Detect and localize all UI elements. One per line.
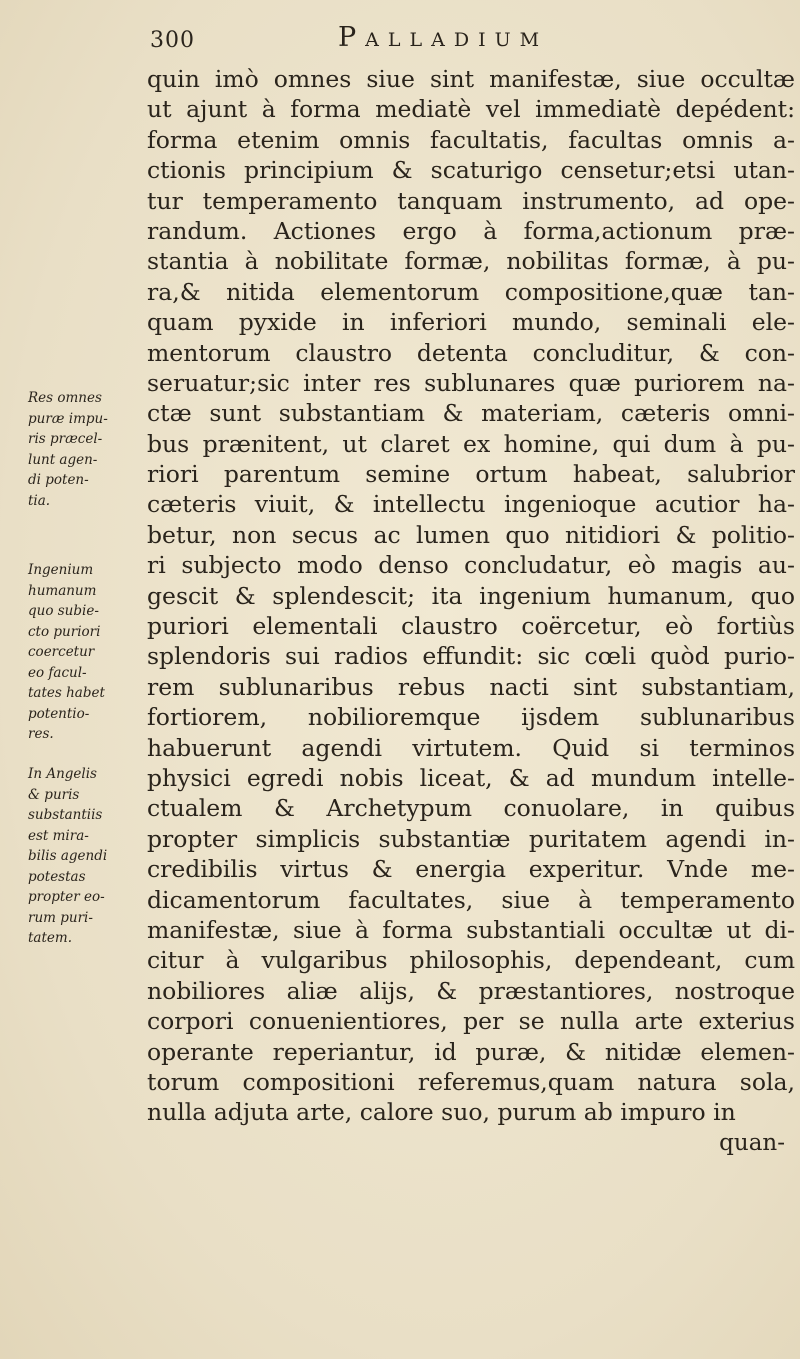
text-line: puriori elementali claustro coërcetur, eò fortiùs [147,612,795,641]
text-line: tur temperamento tanquam instrumento, ad ope- [147,186,795,215]
text-line: habuerunt agendi virtutem. Quid si terminos [147,733,795,762]
text-line: fortiorem, nobilioremque ijsdem sublunaribus [147,703,795,732]
running-head: Palladium [338,22,549,53]
text-line: credibilis virtus & energia experitur. Vnde me- [147,855,795,884]
side-note-line: lunt agen- [28,451,98,468]
side-note-line: In Angelis [28,766,97,782]
text-line: splendoris sui radios effundit: sic cœli quòd purio- [147,642,795,671]
side-note-line: tates habet [28,685,105,701]
page-number: 300 [150,28,195,53]
text-line: corpori conuenientiores, per se nulla arte exterius [147,1007,795,1036]
text-line: ut ajunt à forma mediatè vel immediatè depédent: [147,95,795,124]
body-text [147,64,795,1158]
side-note-line: propter eo- [28,889,105,905]
side-note-line: tatem. [28,930,72,946]
catchword: quan- [719,1129,785,1156]
side-note-ingenium [28,560,134,745]
side-note-line: res. [28,726,54,742]
text-line: stantia à nobilitate formæ, nobilitas formæ, à pu- [147,247,795,276]
text-line: ra,& nitida elementorum compositione,quæ tan- [147,277,795,306]
side-note-line: ris præcel- [28,431,103,447]
text-line: nulla adjuta arte, calore suo, purum ab impuro in [147,1098,736,1127]
page-header [138,22,778,62]
text-line: seruatur;sic inter res sublunares quæ puriorem na- [147,368,795,397]
text-line: bus prænitent, ut claret ex homine, qui dum à pu- [147,429,795,458]
side-note-line: potestas [28,868,86,885]
side-note-line: cto puriori [28,623,101,640]
text-line: nobiliores aliæ alijs, & præstantiores, nostroque [147,976,795,1005]
side-note-line: potentio- [28,705,90,722]
side-note-line: quo subie- [28,603,99,619]
text-line: ctæ sunt substantiam & materiam, cæteris omni- [147,399,795,428]
text-line: dicamentorum facultates, siue à temperamento [147,885,795,914]
side-note-line: humanum [28,582,97,599]
text-line: ctionis principium & scaturigo censetur;etsi utan- [147,156,795,185]
text-line: physici egredi nobis liceat, & ad mundum intelle- [147,763,795,792]
side-note-line: tia. [28,492,51,509]
side-note-line: Res omnes [28,390,102,406]
side-note-line: Ingenium [28,562,94,578]
side-note-line: puræ impu- [28,410,108,427]
text-line: manifestæ, siue à forma substantiali occultæ ut di- [147,915,795,944]
text-line: cæteris viuit, & intellectu ingenioque acutior ha- [147,490,795,519]
text-line: ctualem & Archetypum conuolare, in quibus [147,794,795,823]
side-note-line: substantiis [28,807,103,823]
text-line: forma etenim omnis facultatis, facultas omnis a- [147,125,795,154]
text-line: torum compositioni referemus,quam natura sola, [147,1067,795,1096]
text-line: rem sublunaribus rebus nacti sint substantiam, [147,672,795,701]
side-note-line: bilis agendi [28,848,108,864]
text-line: gescit & splendescit; ita ingenium humanum, quo [147,581,795,610]
text-line: citur à vulgaribus philosophis, dependeant, cum [147,946,795,975]
side-note-line: est mira- [28,827,89,844]
text-line: riori parentum semine ortum habeat, salubrior [147,460,795,489]
text-line: operante reperiantur, id puræ, & nitidæ elemen- [147,1037,795,1066]
text-line: propter simplicis substantiæ puritatem agendi in- [147,824,795,853]
side-note-line: rum puri- [28,909,93,926]
text-line: mentorum claustro detenta concluditur, & con- [147,338,795,367]
side-note-line: coercetur [28,644,95,660]
text-line: ri subjecto modo denso concludatur, eò magis au- [147,551,795,580]
text-line: betur, non secus ac lumen quo nitidiori & politio- [147,520,795,549]
side-note-pure-things [28,388,134,511]
text-line: randum. Actiones ergo à forma,actionum præ- [147,216,795,245]
side-note-line: & puris [28,786,80,803]
text-line: quin imò omnes siue sint manifestæ, siue occultæ [147,65,795,93]
text-line: quam pyxide in inferiori mundo, seminali ele- [147,308,795,337]
side-note-line: eo facul- [28,664,87,681]
side-note-angels [28,764,134,949]
side-note-line: di poten- [28,472,89,488]
